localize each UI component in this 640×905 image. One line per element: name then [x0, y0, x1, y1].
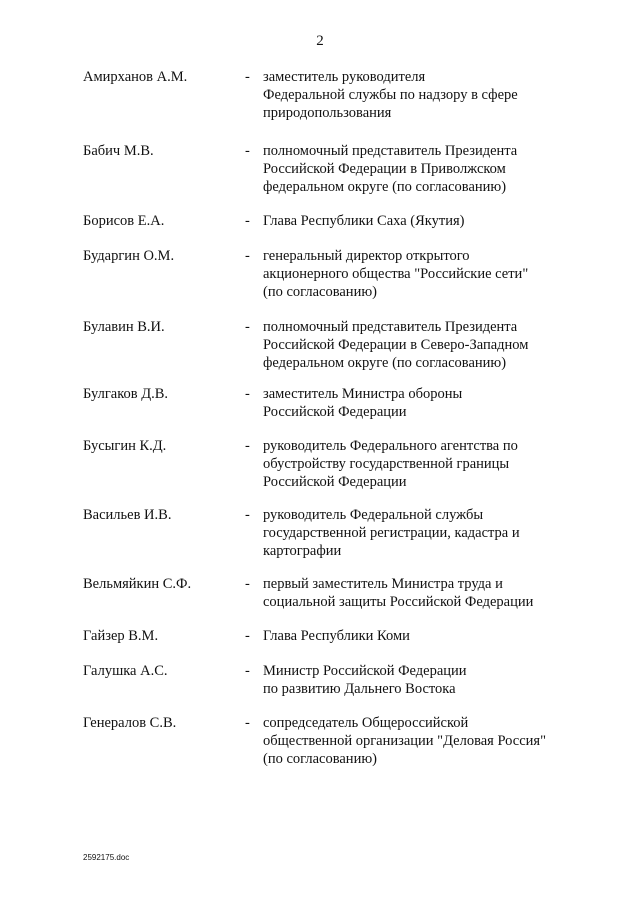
position-line: общественной организации "Деловая Россия" — [263, 733, 547, 749]
list-item — [83, 627, 583, 662]
member-name: Галушка А.С. — [83, 663, 168, 679]
member-name: Бударгин О.М. — [83, 248, 175, 264]
position-line: федеральном округе (по согласованию) — [263, 179, 507, 195]
position-line: Министр Российской Федерации — [263, 663, 467, 679]
list-item — [83, 714, 583, 774]
dash: - — [245, 143, 250, 159]
position-line: Российской Федерации — [263, 404, 407, 420]
position-line: полномочный представитель Президента — [263, 319, 518, 335]
list-item — [83, 212, 583, 247]
dash: - — [245, 628, 250, 644]
member-name: Амирханов А.М. — [83, 69, 188, 85]
position-line: заместитель Министра обороны — [263, 386, 463, 402]
position-line: генеральный директор открытого — [263, 248, 470, 264]
position-line: обустройству государственной границы — [263, 456, 510, 472]
member-position — [263, 142, 583, 196]
position-line: по развитию Дальнего Востока — [263, 681, 456, 697]
member-position — [263, 575, 583, 611]
member-position — [263, 385, 583, 421]
dash: - — [245, 319, 250, 335]
member-position — [263, 437, 583, 491]
list-item — [83, 247, 583, 318]
list-item — [83, 506, 583, 575]
dash: - — [245, 663, 250, 679]
position-line: Федеральной службы по надзору в сфере — [263, 87, 518, 103]
position-line: Российской Федерации в Приволжском — [263, 161, 506, 177]
list-item — [83, 437, 583, 506]
position-line: полномочный представитель Президента — [263, 143, 518, 159]
position-line: Российской Федерации — [263, 474, 407, 490]
list-item — [83, 318, 583, 385]
dash: - — [245, 248, 250, 264]
member-name: Борисов Е.А. — [83, 213, 165, 229]
list-item — [83, 68, 583, 142]
member-position — [263, 506, 583, 560]
member-position — [263, 662, 583, 698]
position-line: Глава Республики Коми — [263, 628, 410, 644]
list-item — [83, 575, 583, 627]
member-position — [263, 68, 583, 122]
member-name: Генералов С.В. — [83, 715, 177, 731]
member-position — [263, 247, 583, 301]
dash: - — [245, 507, 250, 523]
dash: - — [245, 576, 250, 592]
position-line: картографии — [263, 543, 342, 559]
member-position — [263, 212, 583, 230]
position-line: природопользования — [263, 105, 392, 121]
dash: - — [245, 69, 250, 85]
member-name: Вельмяйкин С.Ф. — [83, 576, 192, 592]
footer-filename: 2592175.doc — [83, 853, 130, 862]
position-line: сопредседатель Общероссийской — [263, 715, 469, 731]
member-position — [263, 318, 583, 372]
member-name: Булавин В.И. — [83, 319, 165, 335]
member-name: Бабич М.В. — [83, 143, 154, 159]
position-line: Российской Федерации в Северо-Западном — [263, 337, 529, 353]
member-name: Булгаков Д.В. — [83, 386, 169, 402]
members-list — [83, 68, 583, 774]
position-line: акционерного общества "Российские сети" — [263, 266, 529, 282]
position-line: (по согласованию) — [263, 751, 377, 767]
dash: - — [245, 213, 250, 229]
position-line: первый заместитель Министра труда и — [263, 576, 503, 592]
position-line: (по согласованию) — [263, 284, 377, 300]
position-line: заместитель руководителя — [263, 69, 426, 85]
member-name: Васильев И.В. — [83, 507, 172, 523]
list-item — [83, 142, 583, 212]
list-item — [83, 662, 583, 714]
dash: - — [245, 715, 250, 731]
position-line: Глава Республики Саха (Якутия) — [263, 213, 465, 229]
position-line: федеральном округе (по согласованию) — [263, 355, 507, 371]
list-item — [83, 385, 583, 437]
page-number: 2 — [316, 33, 324, 49]
member-position — [263, 627, 583, 645]
position-line: руководитель Федеральной службы — [263, 507, 484, 523]
dash: - — [245, 386, 250, 402]
position-line: социальной защиты Российской Федерации — [263, 594, 534, 610]
member-name: Бусыгин К.Д. — [83, 438, 167, 454]
position-line: государственной регистрации, кадастра и — [263, 525, 520, 541]
position-line: руководитель Федерального агентства по — [263, 438, 518, 454]
member-name: Гайзер В.М. — [83, 628, 159, 644]
dash: - — [245, 438, 250, 454]
member-position — [263, 714, 583, 768]
